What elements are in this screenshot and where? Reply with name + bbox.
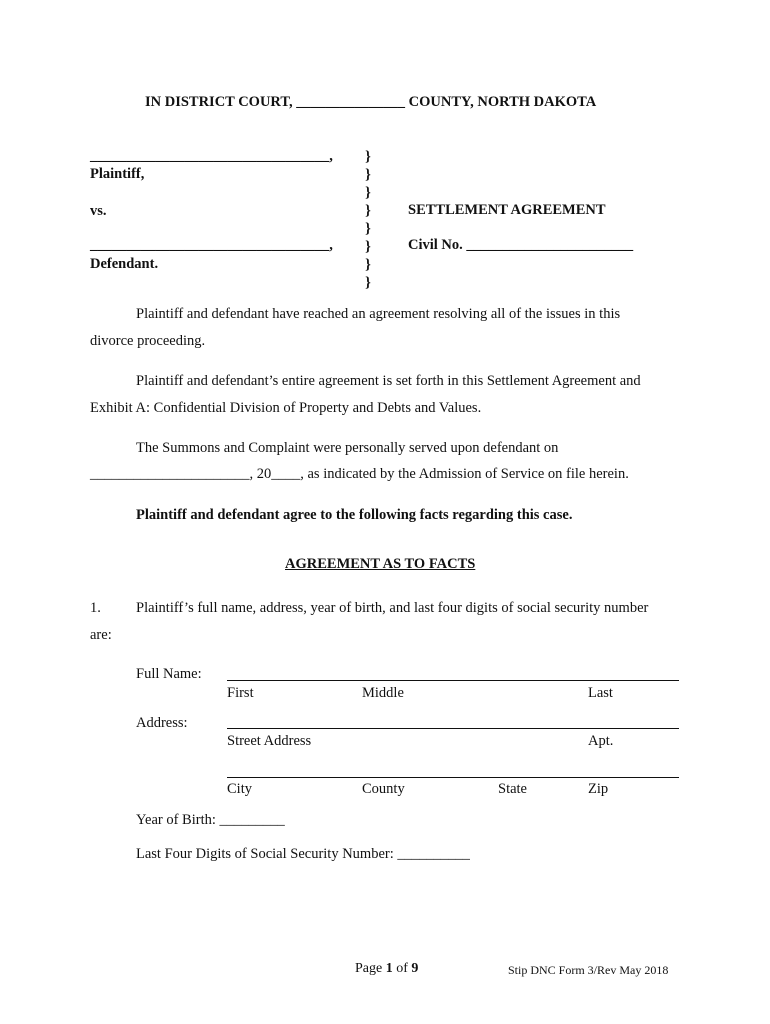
page-total: 9 [411,961,419,976]
street-address-field[interactable] [227,728,679,729]
page-word: Page [355,961,386,976]
middle-name-caption: Middle [362,685,404,701]
plaintiff-name-blank[interactable]: _________________________________, [90,148,333,164]
caption-brace: } [365,257,371,273]
paragraph-3-line-1: The Summons and Complaint were personally served upon defendant on [136,440,559,456]
state-caption: State [498,781,527,797]
caption-brace: } [365,167,371,183]
caption-brace: } [365,275,371,291]
year-of-birth [136,812,285,829]
zip-caption: Zip [588,781,609,797]
court-prefix: IN DISTRICT COURT, [145,94,297,110]
apt-caption: Apt. [588,733,614,749]
ssn-last-four-field[interactable]: __________ [397,846,470,862]
county-caption: County [362,781,405,797]
civil-number-label: Civil No. [408,237,467,253]
first-name-caption: First [227,685,254,701]
year-of-birth-label: Year of Birth: [136,812,220,828]
caption-brace: } [365,239,371,255]
paragraph-2-line-1: Plaintiff and defendant’s entire agreement is set forth in this Settlement Agreement and [136,373,641,389]
caption-brace: } [365,203,371,219]
form-identifier: Stip DNC Form 3/Rev May 2018 [508,963,669,977]
paragraph-2-line-2: Exhibit A: Confidential Division of Property and Debts and Values. [90,400,482,416]
caption-brace: } [365,221,371,237]
page-current: 1 [385,961,393,976]
document-title: SETTLEMENT AGREEMENT [408,202,606,218]
full-name-field[interactable] [227,680,679,681]
civil-number-blank[interactable]: _______________________ [466,237,634,253]
caption-brace: } [365,149,371,165]
court-heading [145,94,596,111]
paragraph-4: Plaintiff and defendant agree to the following facts regarding this case. [136,507,573,523]
full-name-label: Full Name: [136,666,202,682]
plaintiff-label: Plaintiff, [90,166,145,182]
page-of: of [392,961,412,976]
section-heading: AGREEMENT AS TO FACTS [285,556,476,572]
vs-label: vs. [90,203,107,219]
defendant-name-blank[interactable]: _________________________________, [90,237,333,253]
item-number: 1. [90,600,101,616]
paragraph-1-line-2: divorce proceeding. [90,333,206,349]
ssn-last-four-label: Last Four Digits of Social Security Number: [136,846,398,862]
item-text-line-1: Plaintiff’s full name, address, year of birth, and last four digits of social security number [136,600,649,616]
year-of-birth-field[interactable]: _________ [219,812,285,828]
item-text-line-2: are: [90,627,112,643]
paragraph-1-line-1: Plaintiff and defendant have reached an agreement resolving all of the issues in this [136,306,621,322]
street-address-caption: Street Address [227,733,312,749]
last-name-caption: Last [588,685,613,701]
page-number [355,961,418,977]
defendant-label: Defendant. [90,256,159,272]
city-county-state-zip-field[interactable] [227,777,679,778]
city-caption: City [227,781,252,797]
county-blank[interactable]: _______________ [296,94,405,110]
caption-brace: } [365,185,371,201]
ssn-last-four [136,846,470,863]
court-suffix: COUNTY, NORTH DAKOTA [405,94,597,110]
paragraph-3-line-2[interactable]: ______________________, 20____, as indicated by the Admission of Service on file herein. [90,466,629,482]
address-label: Address: [136,715,188,731]
civil-number [408,237,633,254]
